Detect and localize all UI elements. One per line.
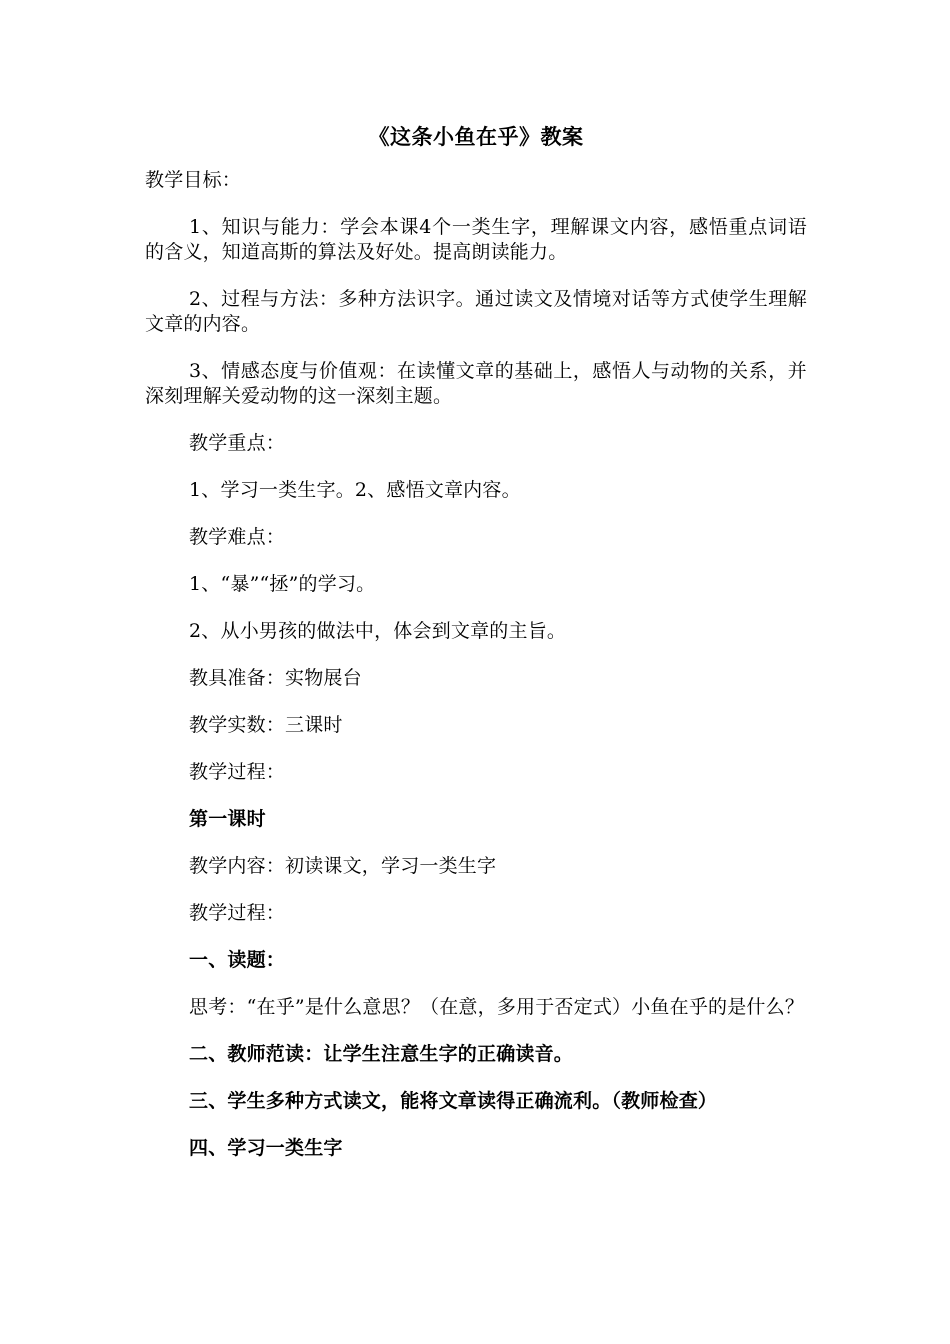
teaching-hours: 教学实数：三课时 bbox=[189, 714, 343, 736]
step-3-text: 学生多种方式读文，能将文章读得正确流利。（教师检查） bbox=[227, 1090, 718, 1112]
objective-emotion: 3、情感态度与价值观：在读懂文章的基础上，感悟人与动物的关系，并深刻理解关爱动物的这一深刻主题。 bbox=[145, 360, 807, 407]
step-1-number: 一、 bbox=[189, 949, 228, 971]
step-4-text: 学习一类生字 bbox=[227, 1137, 343, 1159]
step-1-text: 读题： bbox=[227, 949, 286, 971]
lesson-1-process: 教学过程： bbox=[189, 902, 286, 924]
process-heading: 教学过程： bbox=[189, 761, 286, 783]
step-2-text: 教师范读：让学生注意生字的正确读音。 bbox=[227, 1043, 574, 1065]
teaching-tools: 教具准备：实物展台 bbox=[189, 667, 362, 689]
objective-process: 2、过程与方法：多种方法识字。通过读文及情境对话等方式使学生理解文章的内容。 bbox=[145, 288, 807, 335]
step-4 bbox=[145, 1136, 807, 1161]
difficulty-1: 1、“暴”“拯”的学习。 bbox=[189, 573, 376, 595]
step-4-number: 四、 bbox=[189, 1137, 228, 1159]
difficulties-heading: 教学难点： bbox=[189, 526, 286, 548]
step-1-detail: 思考：“在乎”是什么意思？（在意，多用于否定式）小鱼在乎的是什么？ bbox=[189, 996, 805, 1018]
objective-knowledge: 1、知识与能力：学会本课4个一类生字，理解课文内容，感悟重点词语的含义，知道高斯的算法及好处。提高朗读能力。 bbox=[145, 216, 807, 263]
step-1 bbox=[145, 948, 807, 973]
document-body bbox=[145, 120, 807, 1183]
difficulty-2: 2、从小男孩的做法中，体会到文章的主旨。 bbox=[189, 620, 567, 642]
key-points-heading: 教学重点： bbox=[189, 432, 286, 454]
key-points-text: 1、学习一类生字。2、感悟文章内容。 bbox=[189, 479, 521, 501]
lesson-1-content: 教学内容：初读课文，学习一类生字 bbox=[189, 855, 497, 877]
step-3 bbox=[145, 1089, 807, 1114]
step-3-number: 三、 bbox=[189, 1090, 228, 1112]
lesson-1-heading: 第一课时 bbox=[189, 808, 266, 830]
step-2 bbox=[145, 1042, 807, 1067]
step-2-number: 二、 bbox=[189, 1043, 228, 1065]
objectives-heading: 教学目标： bbox=[145, 169, 242, 191]
document-title: 《这条小鱼在乎》教案 bbox=[368, 125, 584, 149]
